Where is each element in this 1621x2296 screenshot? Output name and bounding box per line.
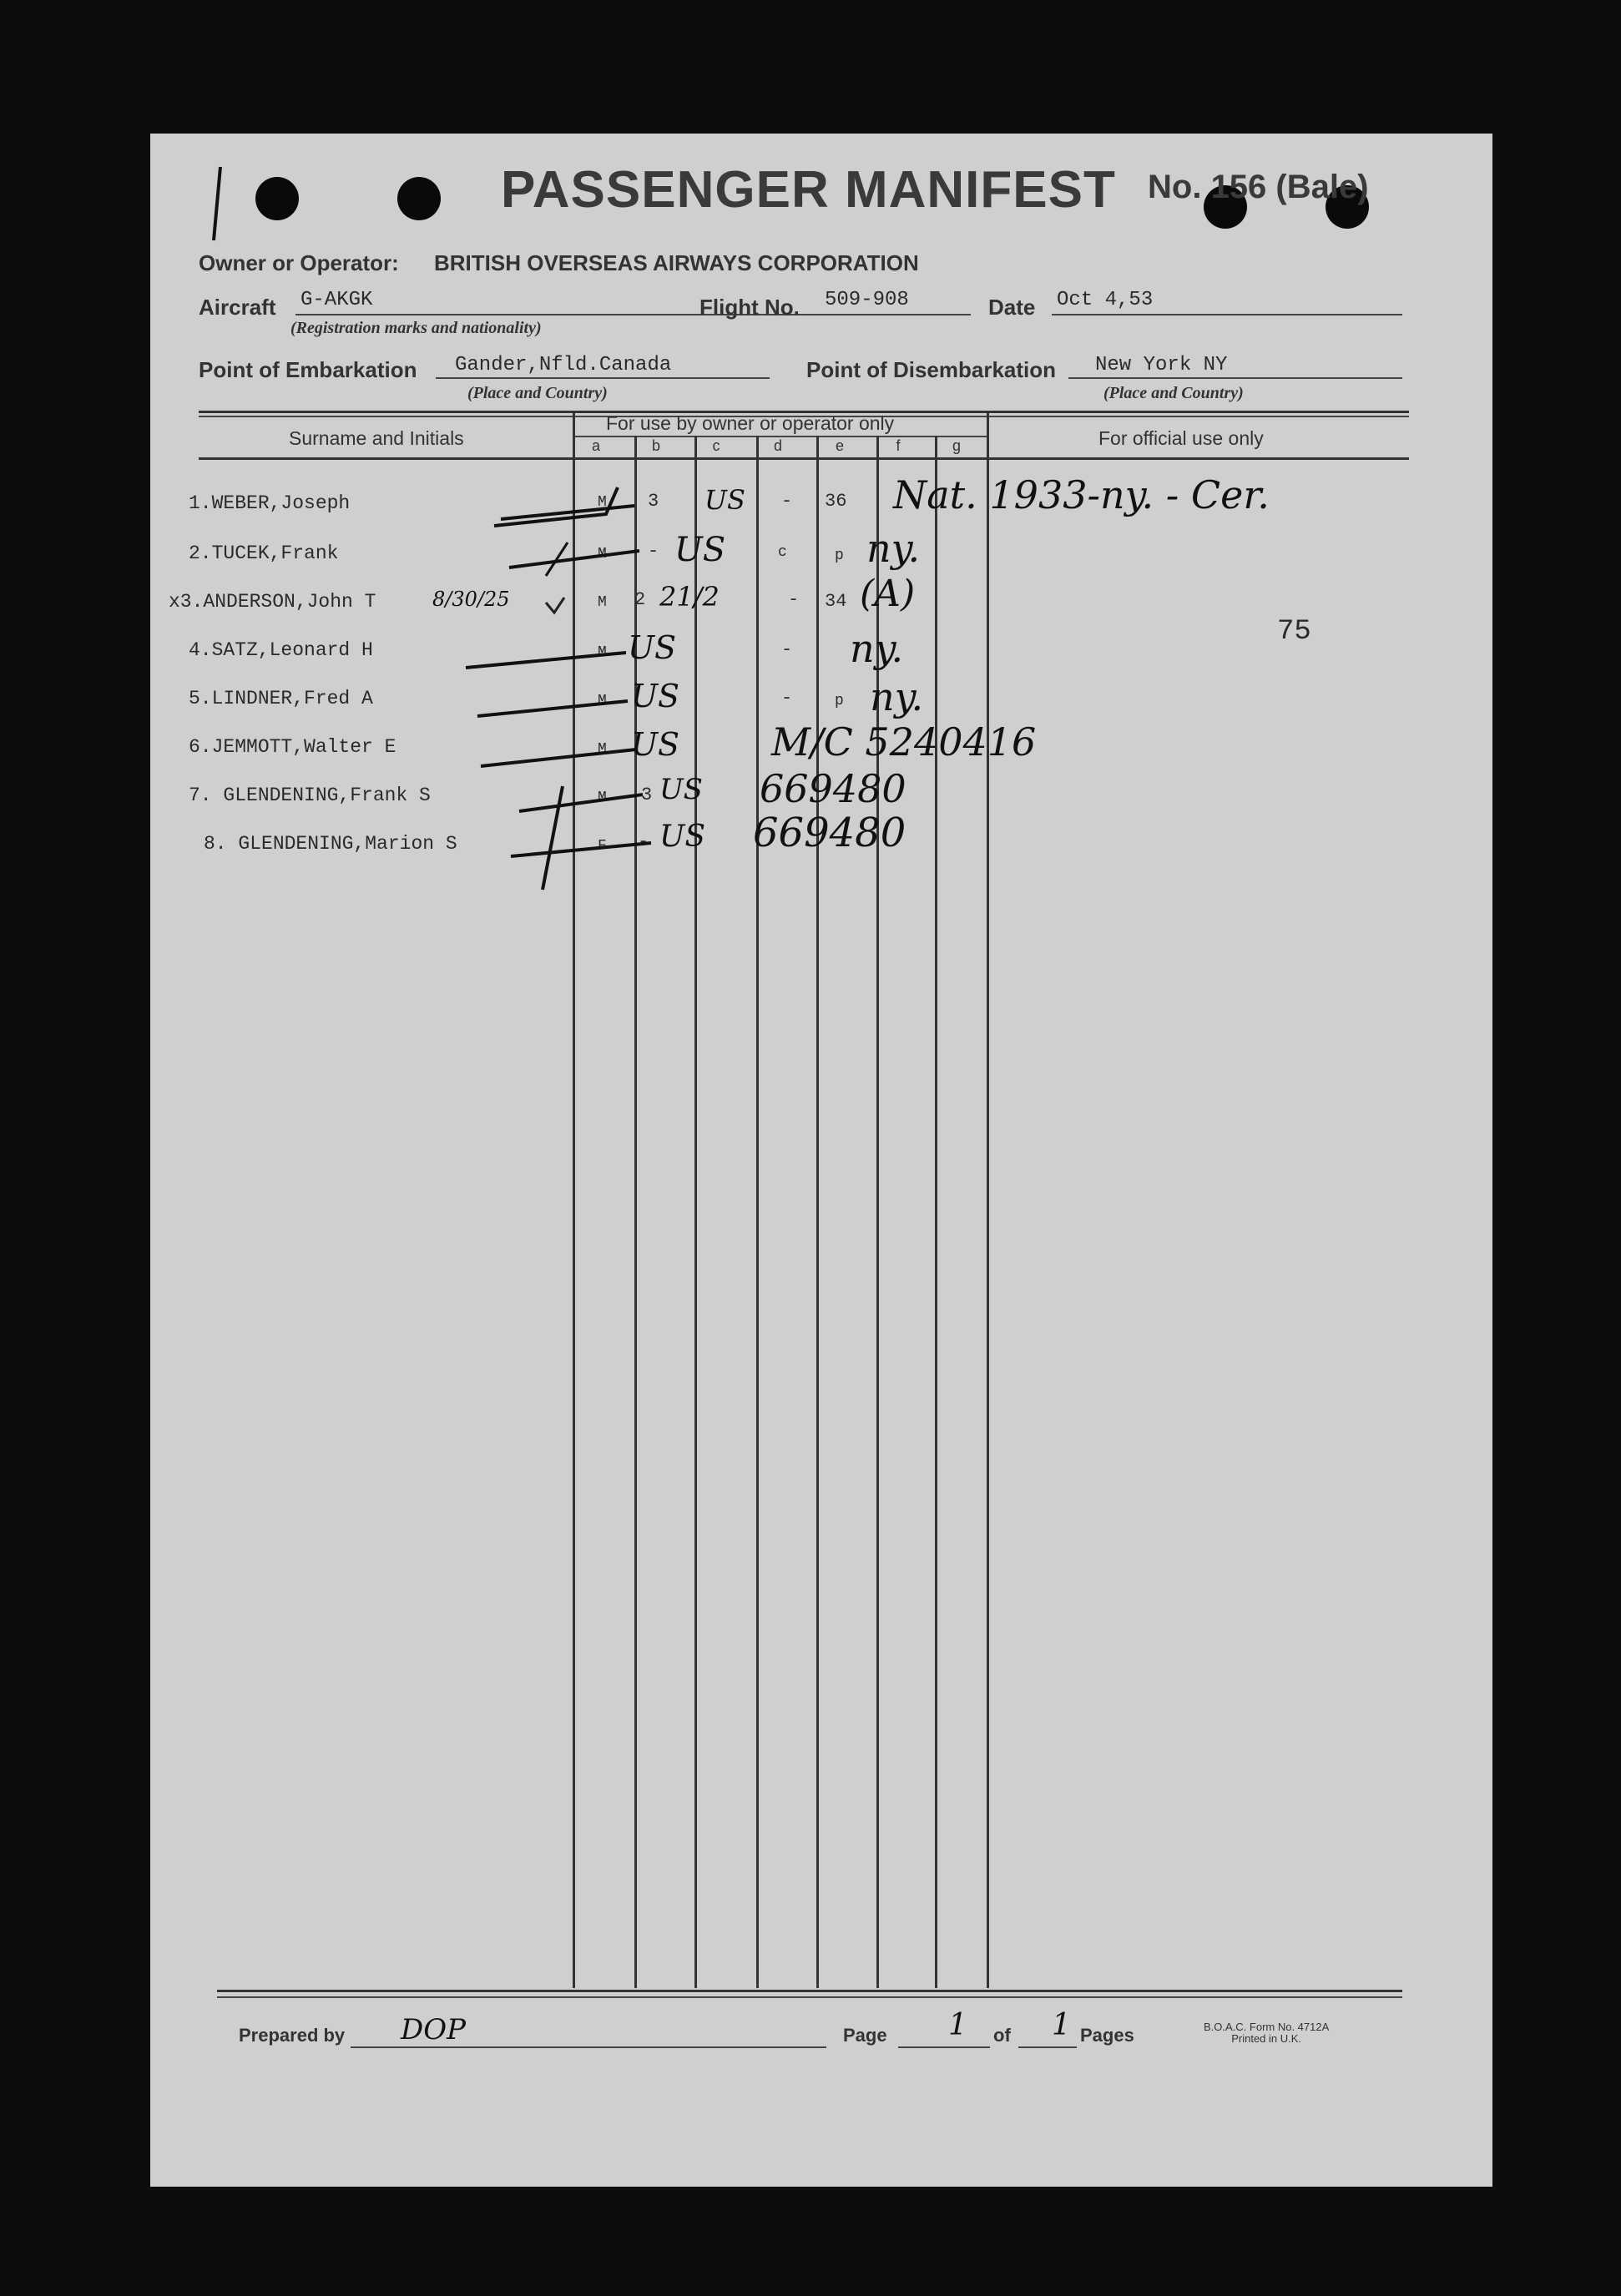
subcol-e: e xyxy=(835,437,844,454)
p8-a: F xyxy=(598,838,607,855)
col-name-header: Surname and Initials xyxy=(289,427,464,449)
p3-e: 34 xyxy=(825,591,847,612)
embarkation-note: (Place and Country) xyxy=(467,384,608,402)
of-line xyxy=(1018,2046,1077,2048)
strike-mark-2 xyxy=(494,487,618,526)
manifest-number-label: No. xyxy=(1148,169,1202,205)
p4-official: ny. xyxy=(850,626,904,671)
p3-official: (A) xyxy=(860,573,916,615)
page-line xyxy=(898,2046,990,2048)
p5-e: p xyxy=(835,693,844,709)
subcol-c: c xyxy=(712,437,720,454)
p1-c: US xyxy=(704,484,745,516)
subcol-b: b xyxy=(651,437,660,454)
of-value: 1 xyxy=(1052,2008,1071,2042)
passenger-name-4: 4.SATZ,Leonard H xyxy=(189,639,373,661)
p1-b: 3 xyxy=(648,491,659,512)
p2-e: p xyxy=(835,548,844,564)
aircraft-label: Aircraft xyxy=(199,295,276,320)
p7-a: M xyxy=(598,790,607,806)
p6-official: M/C 5240416 xyxy=(771,719,1037,764)
strike-mark-9 xyxy=(543,786,563,890)
date-label: Date xyxy=(988,295,1036,320)
of-label: of xyxy=(993,2025,1011,2046)
form-number-line-1: B.O.A.C. Form No. 4712A xyxy=(1204,2021,1330,2033)
check-mark-1 xyxy=(546,598,564,613)
p2-official: ny. xyxy=(866,526,921,571)
embarkation-label: Point of Embarkation xyxy=(199,357,417,382)
strike-mark-8 xyxy=(519,795,643,811)
p5-d: - xyxy=(781,688,793,709)
prepared-by-line xyxy=(351,2046,826,2048)
p2-b: - xyxy=(648,541,659,562)
manifest-sheet xyxy=(150,134,1492,2187)
form-number-line-2: Printed in U.K. xyxy=(1231,2032,1302,2045)
p3-b: 2 xyxy=(634,589,646,610)
disembarkation-value: New York NY xyxy=(1095,354,1228,376)
p7-d: 669480 xyxy=(760,766,906,811)
subcol-g: g xyxy=(952,437,961,454)
p5-official: ny. xyxy=(870,674,924,719)
passenger-name-5: 5.LINDNER,Fred A xyxy=(189,688,373,709)
p7-c: US xyxy=(659,773,703,806)
manifest-number-value: 156 (Bale) xyxy=(1210,169,1369,205)
passenger-name-8: 8. GLENDENING,Marion S xyxy=(204,833,457,855)
p8-b: - xyxy=(638,831,649,852)
p2-a: M xyxy=(598,546,607,563)
p1-e: 36 xyxy=(825,491,847,512)
p4-d: - xyxy=(781,639,793,660)
page-title: PASSENGER MANIFEST xyxy=(501,161,1116,219)
p1-official: Nat. 1933-ny. - Cer. xyxy=(893,472,1270,517)
p7-b: 3 xyxy=(641,785,653,805)
margin-mark xyxy=(214,167,220,240)
aircraft-value: G-AKGK xyxy=(300,289,373,311)
page-value: 1 xyxy=(948,2008,967,2042)
passenger-name-7: 7. GLENDENING,Frank S xyxy=(189,785,431,806)
p4-a: M xyxy=(598,644,607,661)
p3-side-note: 75 xyxy=(1277,616,1311,648)
subcol-a: a xyxy=(591,437,600,454)
passenger-name-3: x3.ANDERSON,John T xyxy=(169,591,376,613)
strike-mark-6 xyxy=(477,701,628,716)
p5-a: M xyxy=(598,693,607,709)
prepared-by-value: DOP xyxy=(401,2013,467,2046)
passenger-3-annotation: 8/30/25 xyxy=(432,588,510,611)
prepared-by-label: Prepared by xyxy=(239,2025,346,2046)
p1-d: - xyxy=(781,491,793,512)
p8-d: 669480 xyxy=(753,810,906,856)
p4-b: US xyxy=(628,629,677,666)
p2-c: US xyxy=(674,531,726,569)
p6-a: M xyxy=(598,741,607,758)
p3-c: 21/2 xyxy=(659,581,720,613)
col-owner-header: For use by owner or operator only xyxy=(606,412,895,434)
strike-mark-7 xyxy=(481,749,636,766)
subcol-f: f xyxy=(896,437,901,454)
disembarkation-label: Point of Disembarkation xyxy=(806,357,1057,382)
owner-value: BRITISH OVERSEAS AIRWAYS CORPORATION xyxy=(434,250,919,275)
col-official-header: For official use only xyxy=(1098,427,1264,449)
strike-marks xyxy=(150,134,1492,935)
subcol-d: d xyxy=(773,437,782,454)
strike-mark-3 xyxy=(509,551,639,568)
owner-label: Owner or Operator: xyxy=(199,250,399,275)
embarkation-value: Gander,Nfld.Canada xyxy=(455,354,672,376)
p1-a: M xyxy=(598,494,607,511)
page-label: Page xyxy=(843,2025,887,2046)
date-value: Oct 4,53 xyxy=(1057,289,1154,311)
passenger-name-2: 2.TUCEK,Frank xyxy=(189,542,339,564)
passenger-name-6: 6.JEMMOTT,Walter E xyxy=(189,736,396,758)
passenger-name-1: 1.WEBER,Joseph xyxy=(189,492,351,514)
p6-b: US xyxy=(631,726,680,763)
p8-c: US xyxy=(659,820,706,854)
flight-value: 509-908 xyxy=(825,289,909,311)
footer-top-rule xyxy=(217,1990,1402,1992)
flight-label: Flight No. xyxy=(699,295,800,320)
aircraft-note: (Registration marks and nationality) xyxy=(290,319,542,337)
footer-top-rule-2 xyxy=(217,1996,1402,1998)
form-number xyxy=(1204,2021,1329,2045)
pages-label: Pages xyxy=(1080,2025,1134,2046)
p5-b: US xyxy=(631,678,680,714)
p2-d: c xyxy=(778,544,787,561)
strike-mark-10 xyxy=(511,843,651,856)
disembarkation-note: (Place and Country) xyxy=(1103,384,1244,402)
p3-a: M xyxy=(598,594,607,611)
strike-mark-5 xyxy=(466,653,626,668)
p3-d: - xyxy=(788,589,800,610)
